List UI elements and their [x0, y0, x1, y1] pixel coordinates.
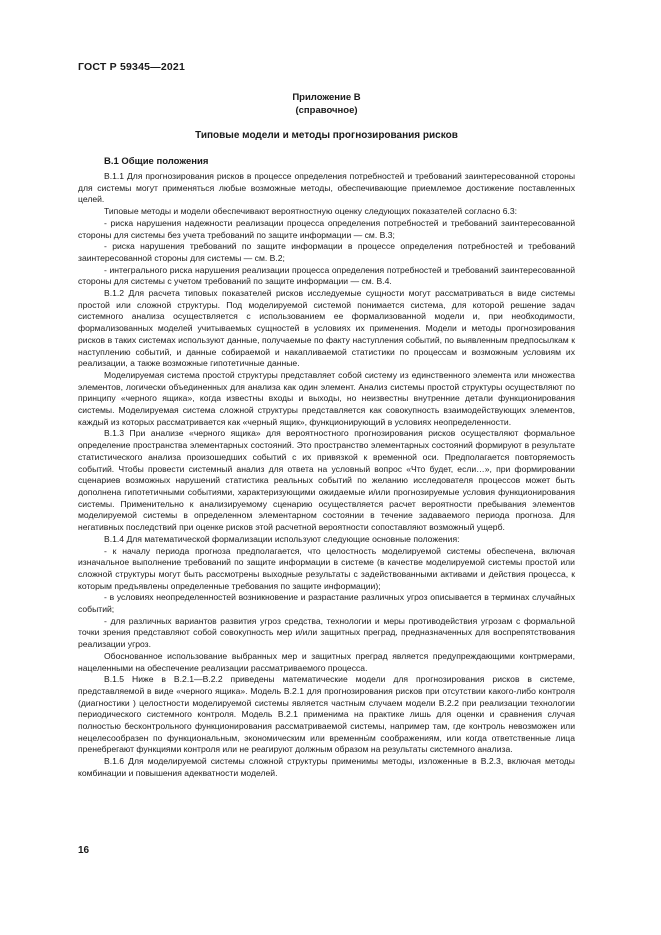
list-item: - в условиях неопределенностей возникновение и разрастание различных угроз описывается в терминах случайных событий; — [78, 592, 575, 615]
list-item: - для различных вариантов развития угроз средства, технологии и меры противодействия угрозам с формальной точки зрения представляют собой совокупность мер и/или защитных преград, предназначенных для воспрепятствования реализации угроз. — [78, 615, 575, 650]
paragraph: Моделируемая система простой структуры представляет собой систему из единственного элемента или множества элементов, логически объединенных для анализа как один элемент. Анализ системы простой структуры осуществляют по принципу «черного ящика», когда известны входы и выходы, но неизвестны внутренние детали функционирования системы. Моделируемая система сложной структуры представляется как совокупность взаимодействующих элементов, каждый из которых рассматривается как «черный ящик», функционирующий в условиях неопределенности. — [78, 369, 575, 427]
section-heading: В.1 Общие положения — [104, 156, 209, 167]
list-item: - интегрального риска нарушения реализации процесса определения потребностей и требований заинтересованной стороны для системы с учетом требований по защите информации — см. В.4. — [78, 264, 575, 287]
paragraph: Обоснованное использование выбранных мер и защитных преград является предупреждающими контрмерами, нацеленными на обеспечение реализации рассматриваемого процесса. — [78, 650, 575, 673]
list-item: - риска нарушения требований по защите информации в процессе определения потребностей и требований заинтересованной стороны для системы — см. В.2; — [78, 241, 575, 263]
paragraph: Типовые методы и модели обеспечивают вероятностную оценку следующих показателей согласно 6.3: — [104, 206, 518, 217]
paragraph: В.1.2 Для расчета типовых показателей рисков исследуемые сущности могут рассматриваться в виде системы простой или сложной структуры. Под моделируемой системой понимается система, для которой решение задач системного анализа осуществляется с использованием ее формализованной модели и, при необходимости, формализованных моделей учитываемых сущностей в условиях их применения. Модели и методы прогнозирования рисков в таких системах используют данные, получаемые по факту наступления событий, по выявленным предпосылкам к наступлению событий, и данные собираемой и накапливаемой статистики по процессам и возможным условиям их реализации, а также возможные гипотетичные данные. — [78, 288, 575, 369]
paragraph: В.1.3 При анализе «черного ящика» для вероятностного прогнозирования рисков осуществляют формальное определение пространства элементарных состояний. Это пространство элементарных состояний формируют в результате статистического анализа произошедших событий с их привязкой к временной оси. Предполагается повторяемость событий. Чтобы провести системный анализ для ответа на условный вопрос «Что будет, если…», при формировании сценариев возможных нарушений статистика реальных событий по желанию исследователя процессов может быть дополнена гипотетичными событиями, характеризующими ожидаемые и/или прогнозируемые условия функционирования системы. Применительно к анализируемому сценарию осуществляется расчет вероятности пребывания элементов моделируемой системы в определенном элементарном состоянии в течение задаваемого периода прогноза. Для негативных последствий при оценке рисков этой расчетной вероятности сопоставляют возможный ущерб. — [78, 428, 575, 533]
document-header: ГОСТ Р 59345—2021 — [78, 61, 186, 73]
list-item: - к началу периода прогноза предполагается, что целостность моделируемой системы обеспечена, включая изначальное выполнение требований по защите информации в системе (в качестве моделируемой системы простой или сложной структуры могут быть рассмотрены выходные результаты с задействованными активами и действия процесса, к которым предъявлены определенные требования по защите информации); — [78, 545, 575, 591]
appendix-type: (справочное) — [295, 105, 358, 116]
paragraph: В.1.4 Для математической формализации используют следующие основные положения: — [104, 533, 460, 544]
appendix-heading — [78, 91, 575, 117]
paragraph: В.1.5 Ниже в В.2.1—В.2.2 приведены математические модели для прогнозирования рисков в системе, представляемой в виде «черного ящика». Модель В.2.1 для прогнозирования рисков при отсутствии какого-либо контроля (диагностики ) целостности моделируемой системы является частным случаем модели В.2.2 при реализации технологии периодического системного контроля. Модель В.2.1 применима на практике лишь для оценки и сравнения случая полностью бесконтрольного функционирования рассматриваемой системы, например там, где контроль невозможен или нецелесообразен по функциональным, экономическим или временны́м соображениям, или когда ответственные лица пренебрегают функциями контроля или не реагируют должным образом на результаты системного анализа. — [78, 674, 575, 755]
paragraph: В.1.6 Для моделируемой системы сложной структуры применимы методы, изложенные в В.2.3, включая методы комбинации и повышения адекватности моделей. — [78, 756, 575, 778]
appendix-label: Приложение В — [292, 92, 361, 103]
body-text — [78, 171, 575, 780]
appendix-title: Типовые модели и методы прогнозирования рисков — [195, 130, 458, 141]
paragraph: В.1.1 Для прогнозирования рисков в процессе определения потребностей и требований заинтересованной стороны для системы могут применяться любые возможные методы, обеспечивающие приемлемое достижение поставленных целей. — [78, 171, 575, 205]
page-number: 16 — [78, 845, 90, 856]
list-item: - риска нарушения надежности реализации процесса определения потребностей и требований заинтересованной стороны для системы без учета требований по защите информации — см. В.3; — [78, 217, 575, 240]
